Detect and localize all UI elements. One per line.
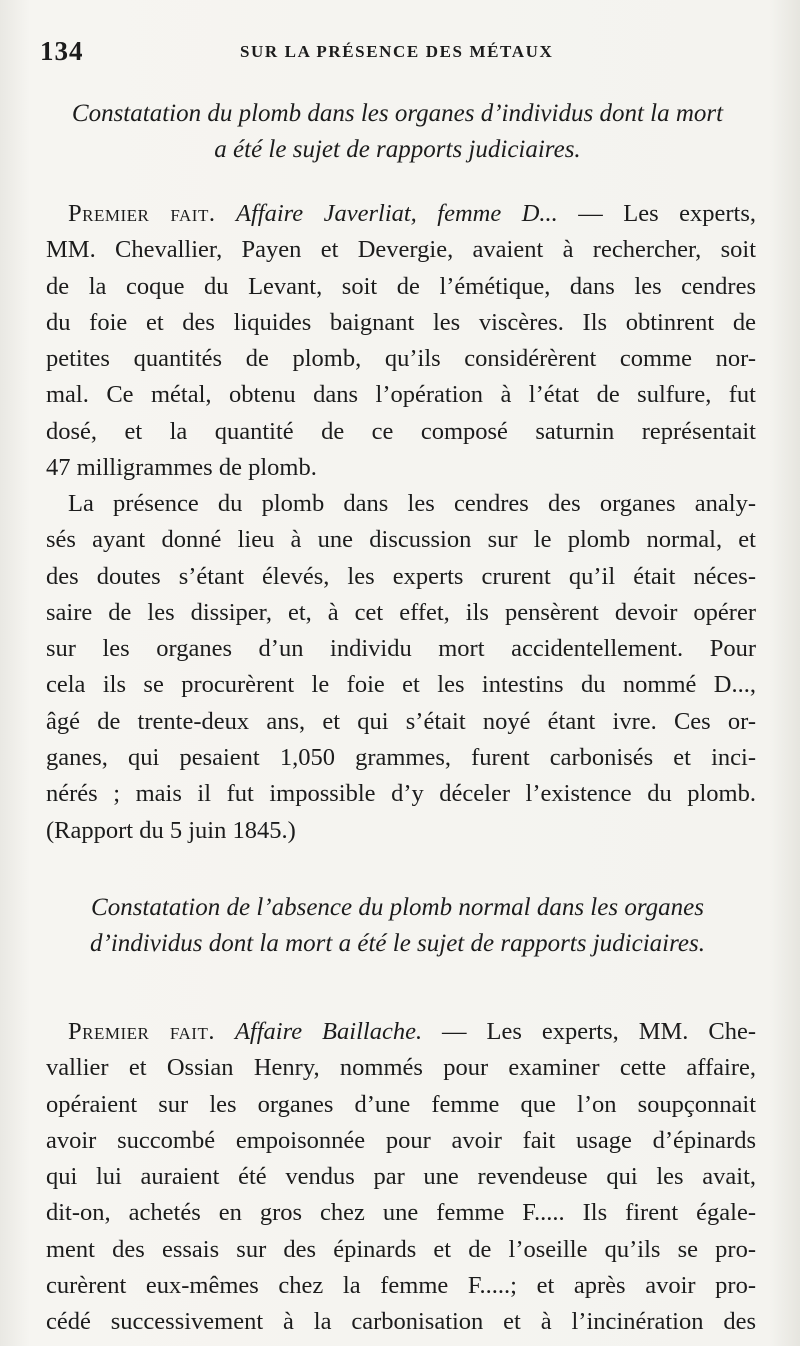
paragraph-2-line-3: des doutes s’étant élevés, les experts crurent qu’il était néces- [46,562,756,590]
paragraph-2-line-10: (Rapport du 5 juin 1845.) [46,816,296,844]
page-header [40,36,760,76]
paragraph-premier-fait-javerliat [46,196,756,486]
paragraph-3-line-1 [46,1014,756,1050]
paragraph-3-line-4: avoir succombé empoisonnée pour avoir fait usage d’épinards [46,1126,756,1154]
paragraph-3-line-5: qui lui auraient été vendus par une revendeuse qui les avait, [46,1163,756,1191]
paragraph-premier-fait-baillache [46,1014,756,1341]
paragraph-3-line-7: ment des essais sur des épinards et de l’oseille qu’ils se pro- [46,1235,756,1263]
paragraph-1-line-8: 47 milligrammes de plomb. [46,454,317,482]
section-heading-2 [40,890,755,962]
page-number: 134 [40,36,84,66]
section-heading-1-line-1: Constatation du plomb dans les organes d’individus dont la mort [71,100,724,127]
section-heading-2-line-2: d’individus dont la mort a été le sujet de rapports judiciaires. [90,930,705,957]
paragraph-2-line-8: ganes, qui pesaient 1,050 grammes, furent carbonisés et inci- [46,744,756,772]
paragraph-1-line-1-rest: — Les experts, [557,200,757,227]
paragraph-3-line-9: cédé successivement à la carbonisation et à l’incinération des [46,1308,756,1336]
paragraph-3-line-6: dit-on, achetés en gros chez une femme F..... Ils firent égale- [46,1199,756,1227]
paragraph-2-line-1: La présence du plomb dans les cendres des organes analy- [68,490,756,517]
paragraph-3-line-8: curèrent eux-mêmes chez la femme F.....; et après avoir pro- [46,1272,756,1300]
paragraph-1-line-4: du foie et des liquides baignant les viscères. Ils obtinrent de [46,308,756,336]
paragraph-1-line-2: MM. Chevallier, Payen et Devergie, avaient à rechercher, soit [46,236,756,264]
paragraph-1-line-3: de la coque du Levant, soit de l’émétique, dans les cendres [46,272,756,300]
paragraph-2-line-4: saire de les dissiper, et, à cet effet, ils pensèrent devoir opérer [46,598,756,626]
case-title: Affaire Javerliat, femme D... [235,200,558,227]
paragraph-1-line-6: mal. Ce métal, obtenu dans l’opération à l’état de sulfure, fut [46,381,756,409]
paragraph-1-line-5: petites quantités de plomb, qu’ils considérèrent comme nor- [46,345,756,373]
fact-label: Premier fait. [68,200,216,227]
paragraph-plomb-normal-discussion [46,486,756,849]
paragraph-2-line-6: cela ils se procurèrent le foie et les intestins du nommé D..., [46,671,756,699]
running-title: SUR LA PRÉSENCE DES MÉTAUX [240,42,554,61]
case-title: Affaire Baillache. [234,1018,423,1045]
section-heading-2-line-1: Constatation de l’absence du plomb normal dans les organes [91,894,704,921]
paragraph-3-line-1-rest: — Les experts, MM. Che- [422,1018,756,1045]
section-heading-1 [40,96,755,168]
section-heading-1-line-2: a été le sujet de rapports judiciaires. [214,136,581,163]
paragraph-2-line-5: sur les organes d’un individu mort accidentellement. Pour [46,635,756,663]
fact-label: Premier fait. [68,1018,215,1045]
paragraph-1-line-1 [46,196,756,232]
paragraph-3-line-3: opéraient sur les organes d’une femme que l’on soupçonnait [46,1090,756,1118]
paragraph-1-line-7: dosé, et la quantité de ce composé saturnin représentait [46,417,756,445]
paragraph-3-line-2: vallier et Ossian Henry, nommés pour examiner cette affaire, [46,1054,756,1082]
paragraph-2-line-2: sés ayant donné lieu à une discussion sur le plomb normal, et [46,526,756,554]
paragraph-2-line-7: âgé de trente-deux ans, et qui s’était noyé étant ivre. Ces or- [46,707,756,735]
paragraph-2-line-9: nérés ; mais il fut impossible d’y déceler l’existence du plomb. [46,780,756,808]
